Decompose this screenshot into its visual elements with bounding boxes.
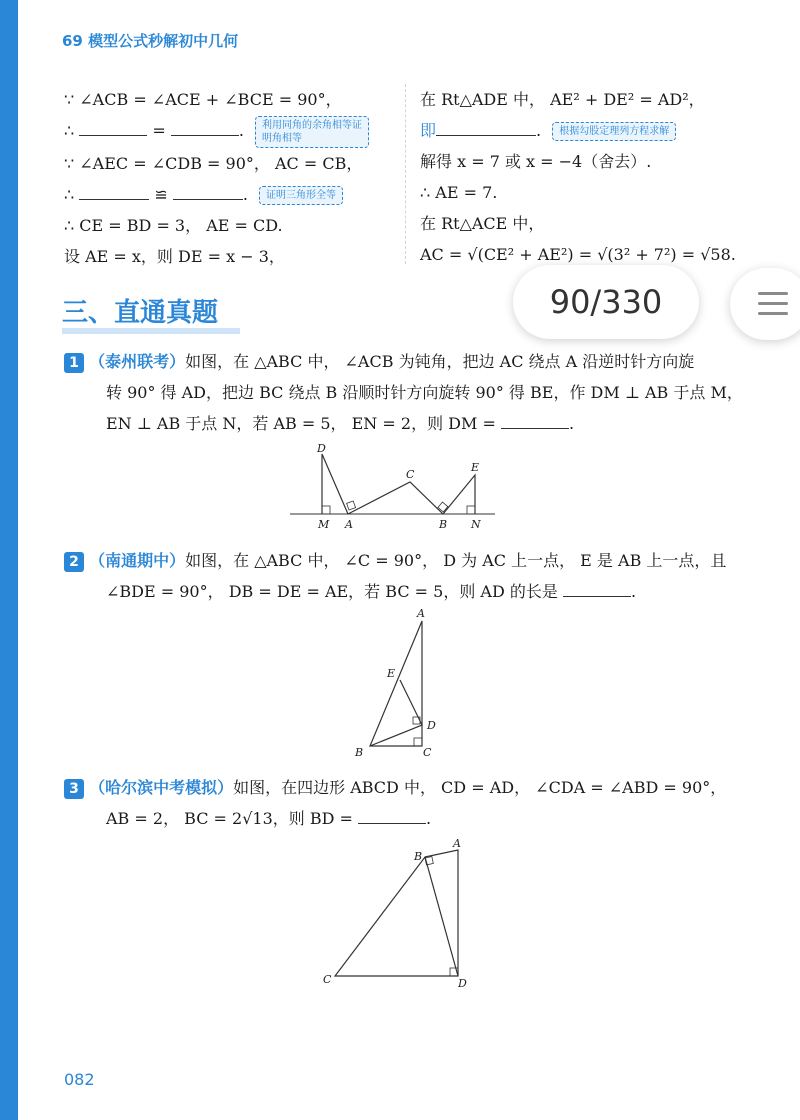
solution-line: 设 AE = x，则 DE = x − 3， (64, 246, 285, 266)
figure-q1 (285, 440, 500, 535)
hint-note: 证明三角形全等 (259, 186, 343, 205)
menu-icon (758, 292, 788, 295)
point-label-D: D (317, 442, 326, 455)
question-3: 3 （哈尔滨中考模拟）如图，在四边形 ABCD 中， CD = AD， ∠CDA = ∠ABD = 90°， AB = 2， BC = 2√13，则 BD = . (64, 772, 744, 834)
triangle-ABC (348, 482, 443, 514)
point-label-A: A (417, 607, 425, 620)
menu-icon (758, 302, 788, 305)
solution-left-column (64, 84, 394, 272)
solution-line: ∴ AE = 7. (420, 183, 498, 202)
question-text: 如图，在 △ABC 中， ∠C = 90°， D 为 AC 上一点， E 是 AB 上一点，且 (185, 551, 727, 570)
point-label-N: N (471, 518, 481, 531)
question-2: 2 （南通期中）如图，在 △ABC 中， ∠C = 90°， D 为 AC 上一点， E 是 AB 上一点，且 ∠BDE = 90°， DB = DE = AE，若 BC = 5，则 AD 的长是 . (64, 545, 744, 607)
question-text: EN ⊥ AB 于点 N，若 AB = 5， EN = 2，则 DM = (106, 414, 496, 433)
point-label-E: E (471, 461, 480, 474)
point-label-C: C (323, 973, 332, 986)
solution-line: ∵ ∠ACB = ∠ACE + ∠BCE = 90°， (64, 90, 342, 109)
triangle-BDE (370, 680, 422, 746)
solution-line: ∴ ≌ . 证明三角形全等 (64, 179, 394, 210)
point-label-A: A (345, 518, 353, 531)
menu-button[interactable] (730, 268, 800, 340)
solution-line: AC = √(CE² + AE²) = √(3² + 7²) = √58. (420, 245, 736, 264)
right-angle-mark (414, 738, 422, 746)
solution-line: 解得 x = 7 或 x = −4（舍去）. (420, 152, 652, 171)
answer-blank (563, 595, 631, 597)
solution-line: ∵ ∠AEC = ∠CDB = 90°， AC = CB， (64, 153, 363, 173)
quadrilateral-ABCD (335, 850, 458, 976)
book-header-title: 69 模型公式秒解初中几何 (62, 32, 239, 50)
solution-line: 即 . 根据勾股定理列方程求解 (420, 115, 740, 146)
answer-blank (173, 198, 243, 200)
page-number: 082 (64, 1070, 95, 1089)
question-number-badge: 1 (64, 353, 84, 373)
question-source: （哈尔滨中考模拟） (89, 778, 234, 797)
point-label-C: C (423, 746, 432, 759)
solution-line: 在 Rt△ADE 中， AE² + DE² = AD²， (420, 90, 705, 109)
answer-blank (436, 134, 536, 136)
page-indicator[interactable]: 90/330 (513, 265, 699, 339)
menu-icon (758, 312, 788, 315)
solution-line: ∴ CE = BD = 3， AE = CD. (64, 215, 283, 235)
solution-line: 在 Rt△ACE 中， (420, 214, 545, 233)
triangle-BEN (443, 475, 475, 514)
section-title: 三、直通真题 (62, 298, 219, 328)
right-angle-mark (467, 506, 475, 514)
answer-blank (79, 134, 147, 136)
answer-blank (501, 427, 569, 429)
point-label-B: B (355, 746, 364, 759)
question-text: 如图，在 △ABC 中， ∠ACB 为钝角，把边 AC 绕点 A 沿逆时针方向旋 (185, 352, 695, 371)
point-label-A: A (453, 837, 461, 850)
column-divider (405, 84, 406, 264)
point-label-D: D (458, 977, 467, 990)
solution-line: ∴ = . 利用同角的余角相等证明角相等 (64, 115, 394, 148)
answer-blank (171, 134, 239, 136)
point-label-D: D (427, 719, 436, 732)
triangle-ADM (322, 454, 348, 514)
hint-note: 利用同角的余角相等证明角相等 (255, 116, 369, 148)
question-text: ∠BDE = 90°， DB = DE = AE，若 BC = 5，则 AD 的长是 (106, 582, 558, 601)
point-label-E: E (387, 667, 396, 680)
triangle-ABC (370, 621, 422, 746)
hint-note: 根据勾股定理列方程求解 (552, 122, 676, 141)
point-label-B: B (414, 850, 423, 863)
question-text: 转 90° 得 AD，把边 BC 绕点 B 沿顺时针方向旋转 90° 得 BE，作 DM ⊥ AB 于点 M， (106, 383, 743, 402)
figure-q3 (315, 835, 475, 995)
point-label-M: M (318, 518, 330, 531)
point-label-C: C (406, 468, 415, 481)
answer-blank (79, 198, 149, 200)
question-text: AB = 2， BC = 2√13，则 BD = (106, 809, 353, 828)
question-number-badge: 2 (64, 552, 84, 572)
answer-blank (358, 822, 426, 824)
question-1: 1 （泰州联考）如图，在 △ABC 中， ∠ACB 为钝角，把边 AC 绕点 A 沿逆时针方向旋 转 90° 得 AD，把边 BC 绕点 B 沿顺时针方向旋转 90° 得 BE，作 DM ⊥ AB 于点 M， EN ⊥ AB 于点 N，若 AB = 5， EN = 2，则 DM = . (64, 346, 744, 439)
diagonal-BD (425, 857, 458, 976)
right-angle-mark (322, 506, 330, 514)
book-spine-bar (0, 0, 18, 1120)
figure-q2 (345, 605, 445, 765)
point-label-B: B (439, 518, 448, 531)
right-angle-mark (347, 501, 356, 510)
solution-right-column (420, 84, 740, 270)
question-text: 如图，在四边形 ABCD 中， CD = AD， ∠CDA = ∠ABD = 90°， (233, 778, 727, 797)
question-source: （泰州联考） (89, 352, 186, 371)
question-source: （南通期中） (89, 551, 186, 570)
question-number-badge: 3 (64, 779, 84, 799)
